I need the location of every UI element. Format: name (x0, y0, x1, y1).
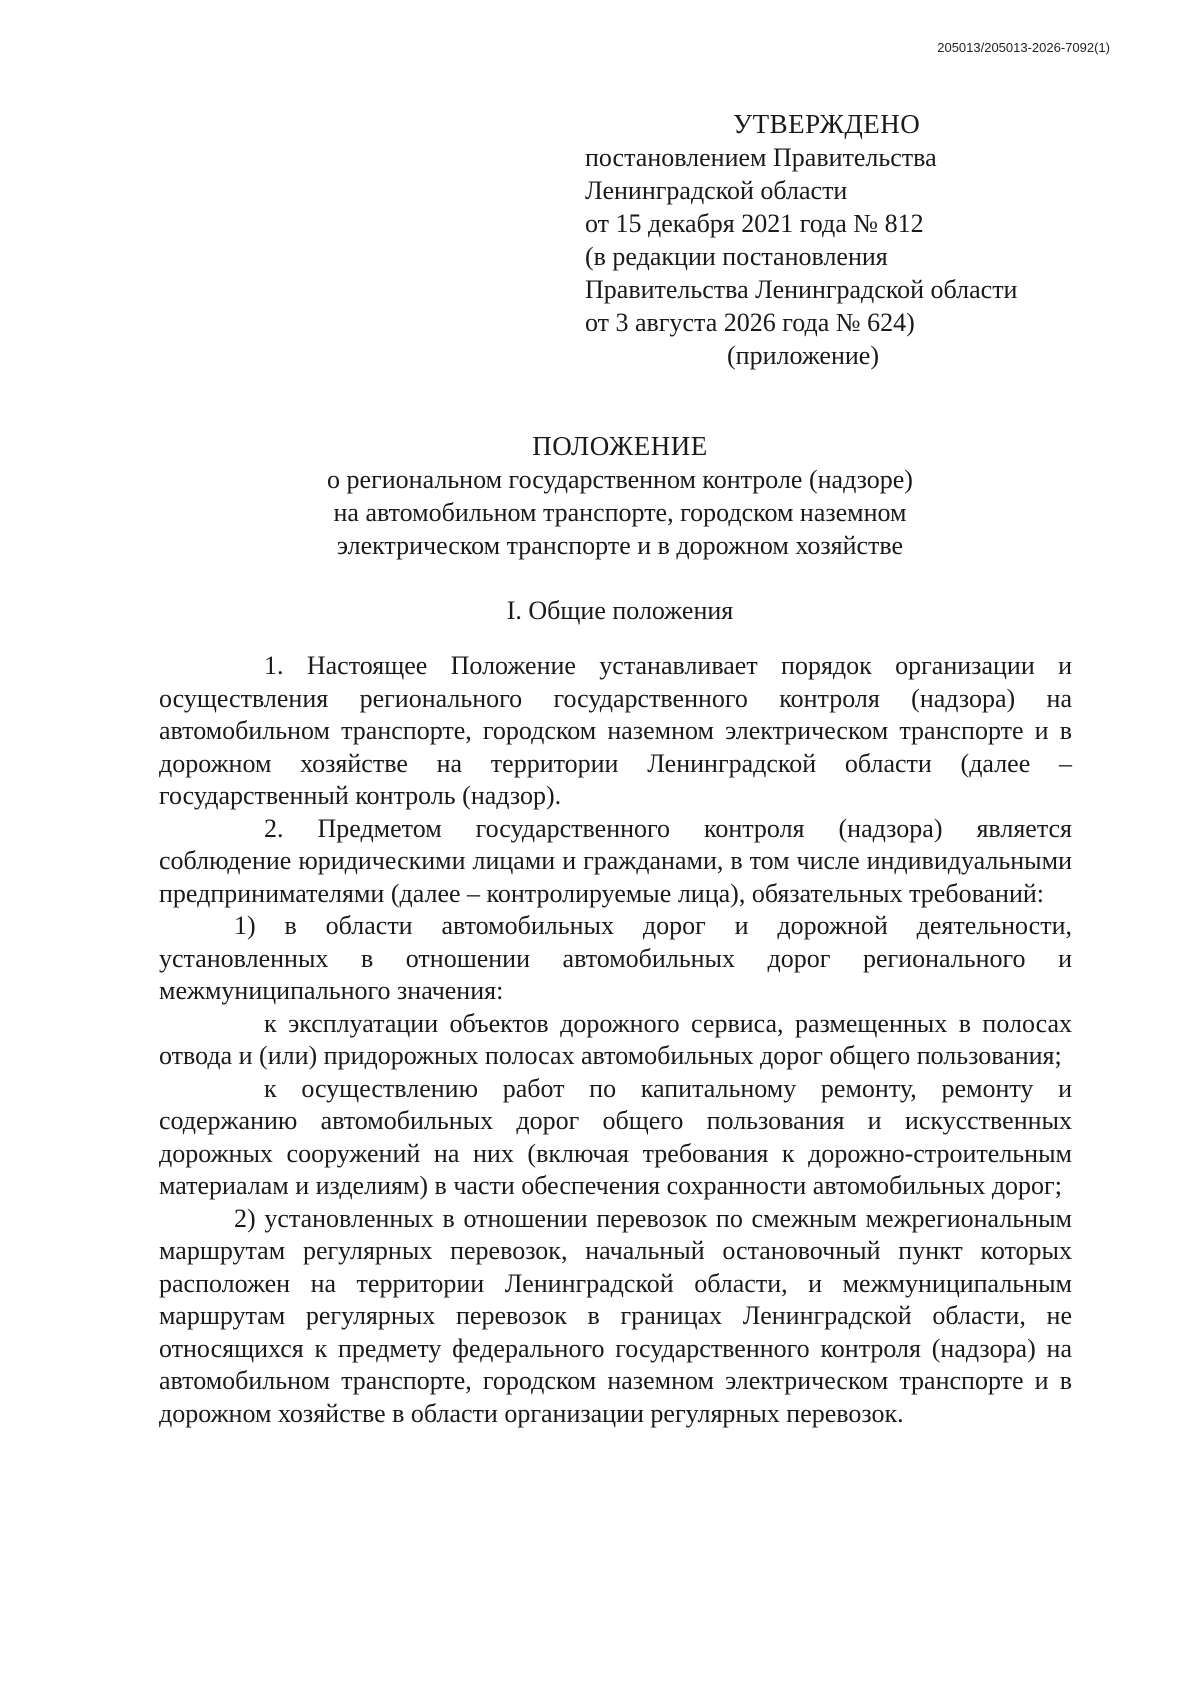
approval-line: (в редакции постановления (585, 242, 888, 271)
paragraph: 2) установленных в отношении перевозок по смежным межрегиональным маршрутам регулярных перевозок, начальный остановочный пункт которых расположен на территории Ленинградской области, и межмуниципальным маршрутам регулярных перевозок в границах Ленинградской области, не относящихся к предмету федерального государственного контроля (надзора) на автомобильном транспорте, городском наземном электрическом транспорте и в дорожном хозяйстве в области организации регулярных перевозок. (159, 1203, 1072, 1428)
approval-line: Ленинградской области (585, 176, 848, 205)
document-title: ПОЛОЖЕНИЕ (532, 431, 708, 461)
approval-line: от 15 декабря 2021 года № 812 (585, 209, 924, 238)
paragraph: 1) в области автомобильных дорог и дорожной деятельности, установленных в отношении автомобильных дорог регионального и межмуниципального значения: (159, 911, 1072, 1005)
approval-line: Правительства Ленинградской области (585, 275, 1018, 304)
document-heading (160, 430, 1080, 562)
document-number: 205013/205013-2026-7092(1) (937, 40, 1110, 55)
document-subtitle-line: на автомобильном транспорте, городском наземном (333, 498, 907, 527)
approval-appendix: (приложение) (727, 341, 880, 370)
paragraph: 1. Настоящее Положение устанавливает порядок организации и осуществления регионального государственного контроля (надзора) на автомобильном транспорте, городском наземном электрическом транспорте и в дорожном хозяйстве на территории Ленинградской области (далее – государственный контроль (надзор). (159, 651, 1072, 810)
paragraph: 2. Предметом государственного контроля (надзора) является соблюдение юридическими лицами и гражданами, в том числе индивидуальными предпринимателями (далее – контролируемые лица), обязательных требований: (159, 813, 1072, 908)
paragraph: к осуществлению работ по капитальному ремонту, ремонту и содержанию автомобильных дорог общего пользования и искусственных дорожных сооружений на них (включая требования к дорожно-строительным материалам и изделиям) в части обеспечения сохранности автомобильных дорог; (159, 1073, 1072, 1200)
section-title: I. Общие положения (506, 596, 734, 625)
document-subtitle-line: электрическом транспорте и в дорожном хозяйстве (336, 531, 904, 560)
approval-block (585, 108, 1105, 372)
approval-line: от 3 августа 2026 года № 624) (585, 308, 915, 337)
approval-line: постановлением Правительства (585, 143, 937, 172)
approval-title: УТВЕРЖДЕНО (733, 109, 921, 139)
document-subtitle-line: о региональном государственном контроле (надзоре) (327, 465, 913, 494)
document-body (159, 650, 1072, 1430)
paragraph: к эксплуатации объектов дорожного сервиса, размещенных в полосах отвода и (или) придорожных полосах автомобильных дорог общего пользования; (159, 1008, 1072, 1070)
